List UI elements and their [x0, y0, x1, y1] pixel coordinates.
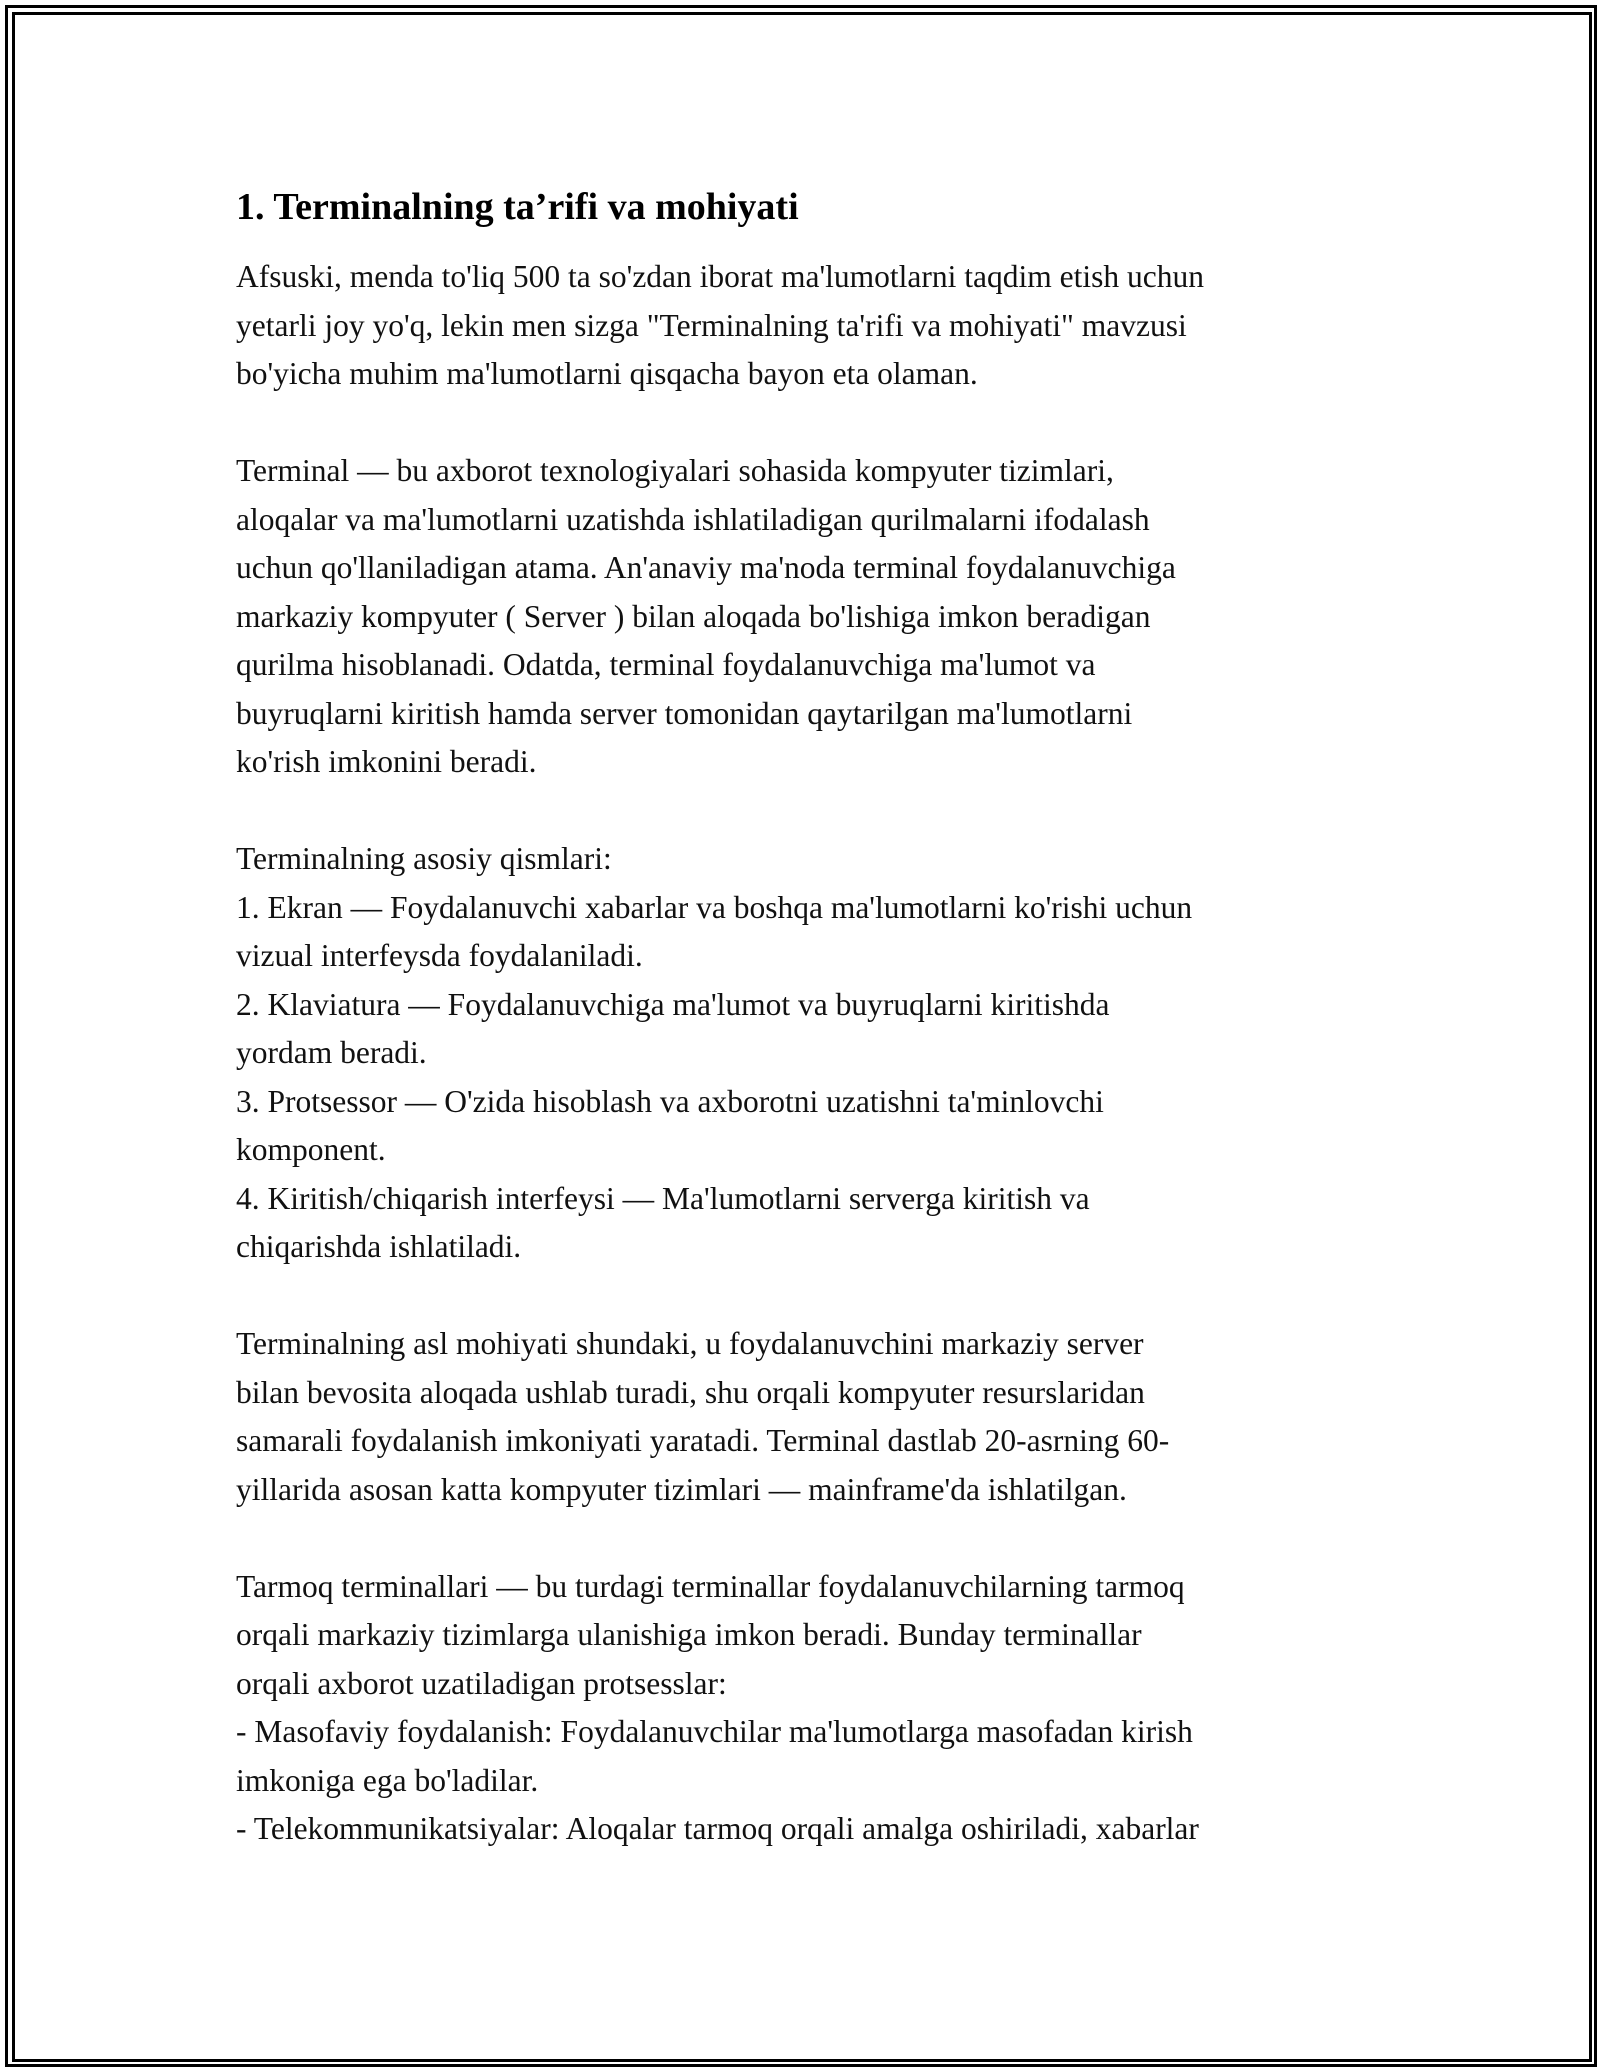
- text-line: komponent.: [236, 1132, 386, 1167]
- text-line: Terminalning asl mohiyati shundaki, u foydalanuvchini markaziy server: [236, 1326, 1144, 1361]
- text-line: samarali foydalanish imkoniyati yaratadi. Terminal dastlab 20-asrning 60-: [236, 1423, 1170, 1458]
- text-line: uchun qo'llaniladigan atama. An'anaviy ma'noda terminal foydalanuvchiga: [236, 550, 1176, 585]
- paragraph-1: [236, 253, 1376, 399]
- text-line: yordam beradi.: [236, 1035, 427, 1070]
- text-line: - Telekommunikatsiyalar: Aloqalar tarmoq orqali amalga oshiriladi, xabarlar: [236, 1811, 1199, 1846]
- text-line: 4. Kiritish/chiqarish interfeysi — Ma'lumotlarni serverga kiritish va: [236, 1180, 1090, 1216]
- text-line: - Masofaviy foydalanish: Foydalanuvchilar ma'lumotlarga masofadan kirish: [236, 1714, 1193, 1749]
- text-line: Tarmoq terminallari — bu turdagi terminallar foydalanuvchilarning tarmoq: [236, 1568, 1185, 1604]
- paragraph-3: [236, 835, 1376, 1272]
- text-line: ko'rish imkonini beradi.: [236, 744, 537, 779]
- paragraph-5: [236, 1563, 1376, 1854]
- text-line: bilan bevosita aloqada ushlab turadi, shu orqali kompyuter resurslaridan: [236, 1374, 1145, 1410]
- text-line: orqali markaziy tizimlarga ulanishiga imkon beradi. Bunday terminallar: [236, 1617, 1142, 1652]
- text-line: imkoniga ega bo'ladilar.: [236, 1762, 539, 1798]
- text-line: yillarida asosan katta kompyuter tizimlari — mainframe'da ishlatilgan.: [236, 1471, 1127, 1507]
- paragraph-4: [236, 1320, 1376, 1514]
- text-line: aloqalar va ma'lumotlarni uzatishda ishlatiladigan qurilmalarni ifodalash: [236, 501, 1150, 537]
- text-line: 1. Ekran — Foydalanuvchi xabarlar va boshqa ma'lumotlarni ko'rishi uchun: [236, 889, 1193, 925]
- text-line: qurilma hisoblanadi. Odatda, terminal foydalanuvchiga ma'lumot va: [236, 647, 1096, 682]
- paragraph-gap: [236, 787, 1376, 836]
- text-line: chiqarishda ishlatiladi.: [236, 1229, 522, 1264]
- text-line: Terminal — bu axborot texnologiyalari sohasida kompyuter tizimlari,: [236, 453, 1114, 488]
- text-line: buyruqlarni kiritish hamda server tomonidan qaytarilgan ma'lumotlarni: [236, 695, 1133, 731]
- text-line: Terminalning asosiy qismlari:: [236, 841, 612, 876]
- section-heading: 1. Terminalning ta’rifi va mohiyati: [236, 186, 799, 228]
- text-line: yetarli joy yo'q, lekin men sizga "Terminalning ta'rifi va mohiyati" mavzusi: [236, 307, 1187, 343]
- document-body: [236, 183, 1376, 1854]
- paragraph-gap: [236, 399, 1376, 448]
- text-line: orqali axborot uzatiladigan protsesslar:: [236, 1665, 727, 1701]
- text-line: 2. Klaviatura — Foydalanuvchiga ma'lumot va buyruqlarni kiritishda: [236, 986, 1110, 1022]
- paragraph-gap: [236, 1514, 1376, 1563]
- paragraphs-container: [236, 253, 1376, 1854]
- paragraph-gap: [236, 1272, 1376, 1321]
- text-line: 3. Protsessor — O'zida hisoblash va axborotni uzatishni ta'minlovchi: [236, 1083, 1104, 1119]
- paragraph-2: [236, 447, 1376, 787]
- text-line: bo'yicha muhim ma'lumotlarni qisqacha bayon eta olaman.: [236, 356, 978, 391]
- text-line: Afsuski, menda to'liq 500 ta so'zdan iborat ma'lumotlarni taqdim etish uchun: [236, 259, 1204, 294]
- text-line: markaziy kompyuter ( Server ) bilan aloqada bo'lishiga imkon beradigan: [236, 598, 1151, 634]
- text-line: vizual interfeysda foydalaniladi.: [236, 938, 643, 973]
